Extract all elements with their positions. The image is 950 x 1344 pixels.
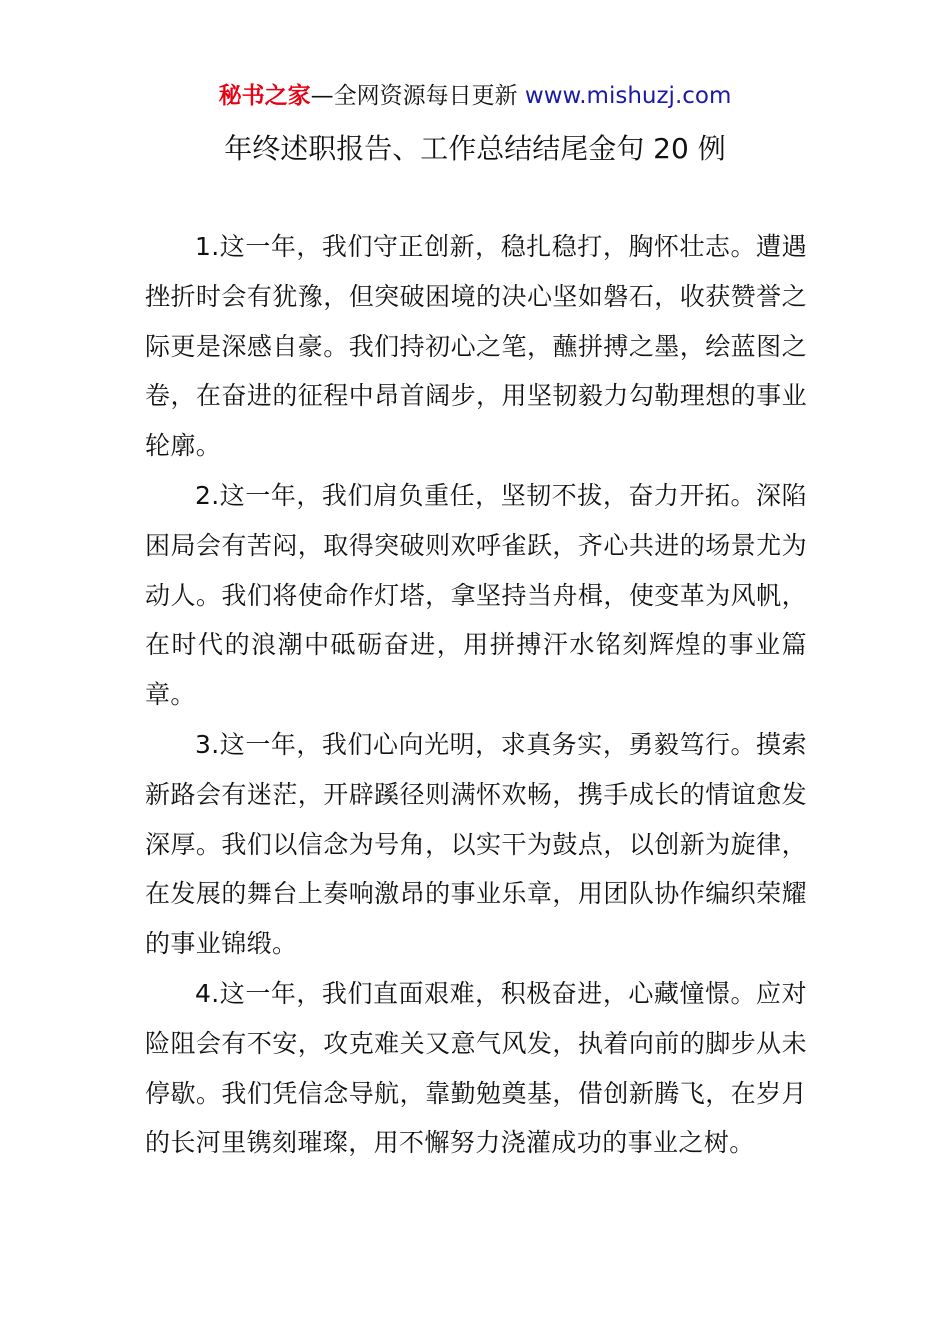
document-body [145, 222, 807, 1168]
paragraph-4: 4.这一年，我们直面艰难，积极奋进，心藏憧憬。应对险阻会有不安，攻克难关又意气风发，执着向前的脚步从未停歇。我们凭信念导航，靠勤勉奠基，借创新腾飞，在岁月的长河里镌刻璀璨，用不懈努力浇灌成功的事业之树。 [145, 978, 807, 1158]
paragraph-1: 1.这一年，我们守正创新，稳扎稳打，胸怀壮志。遭遇挫折时会有犹豫，但突破困境的决心坚如磐石，收获赞誉之际更是深感自豪。我们持初心之笔，蘸拼搏之墨，绘蓝图之卷，在奋进的征程中昂首阔步，用坚韧毅力勾勒理想的事业轮廓。 [145, 232, 807, 461]
site-slogan: —全网资源每日更新 [310, 83, 518, 109]
site-url[interactable]: www.mishuzj.com [524, 83, 732, 109]
paragraph-3: 3.这一年，我们心向光明，求真务实，勇毅笃行。摸索新路会有迷茫，开辟蹊径则满怀欢畅，携手成长的情谊愈发深厚。我们以信念为号角，以实干为鼓点，以创新为旋律，在发展的舞台上奏响激昂的事业乐章，用团队协作编织荣耀的事业锦缎。 [145, 729, 807, 959]
paragraph-2: 2.这一年，我们肩负重任，坚韧不拔，奋力开拓。深陷困局会有苦闷，取得突破则欢呼雀跃，齐心共进的场景尤为动人。我们将使命作灯塔，拿坚持当舟楫，使变革为风帆，在时代的浪潮中砥砺奋进，用拼搏汗水铭刻辉煌的事业篇章。 [145, 480, 807, 710]
document-title: 年终述职报告、工作总结结尾金句 20 例 [224, 132, 726, 165]
brand-name: 秘书之家 [218, 83, 311, 109]
site-header [0, 80, 950, 112]
